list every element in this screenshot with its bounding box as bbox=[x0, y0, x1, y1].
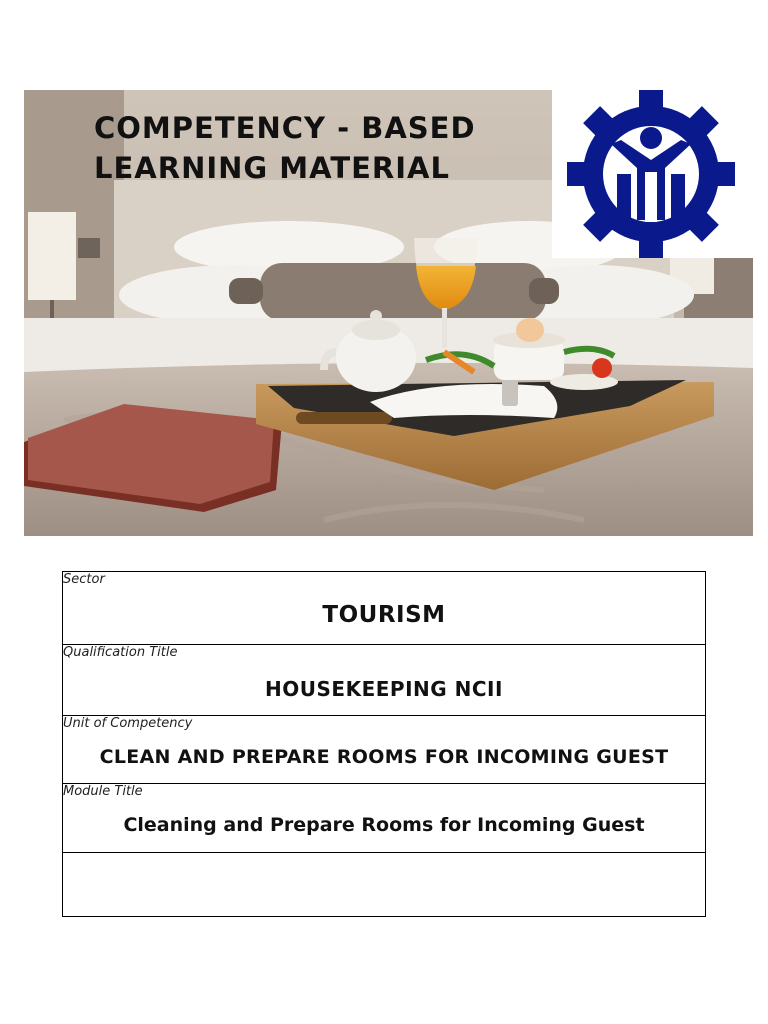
cover-title-line-2: LEARNING MATERIAL bbox=[94, 151, 450, 185]
module-cell bbox=[63, 784, 706, 853]
qualification-cell bbox=[63, 645, 706, 716]
cover-title bbox=[94, 108, 476, 188]
module-label: Module Title bbox=[63, 784, 143, 799]
sector-cell bbox=[63, 572, 706, 645]
unit-value: CLEAN AND PREPARE ROOMS FOR INCOMING GUEST bbox=[99, 746, 669, 768]
sector-value: TOURISM bbox=[322, 602, 446, 628]
qualification-value: HOUSEKEEPING NCII bbox=[265, 677, 503, 701]
module-info-table bbox=[62, 571, 706, 917]
cover-title-line-1: COMPETENCY - BASED bbox=[94, 111, 476, 145]
empty-cell bbox=[63, 853, 706, 917]
tesda-gear-logo-icon bbox=[552, 90, 753, 258]
unit-cell bbox=[63, 716, 706, 784]
tesda-logo bbox=[552, 90, 753, 258]
unit-label: Unit of Competency bbox=[63, 716, 193, 731]
qualification-label: Qualification Title bbox=[63, 645, 178, 660]
sector-label: Sector bbox=[63, 572, 105, 587]
module-value: Cleaning and Prepare Rooms for Incoming Guest bbox=[123, 814, 645, 836]
cover-hero bbox=[24, 90, 753, 536]
